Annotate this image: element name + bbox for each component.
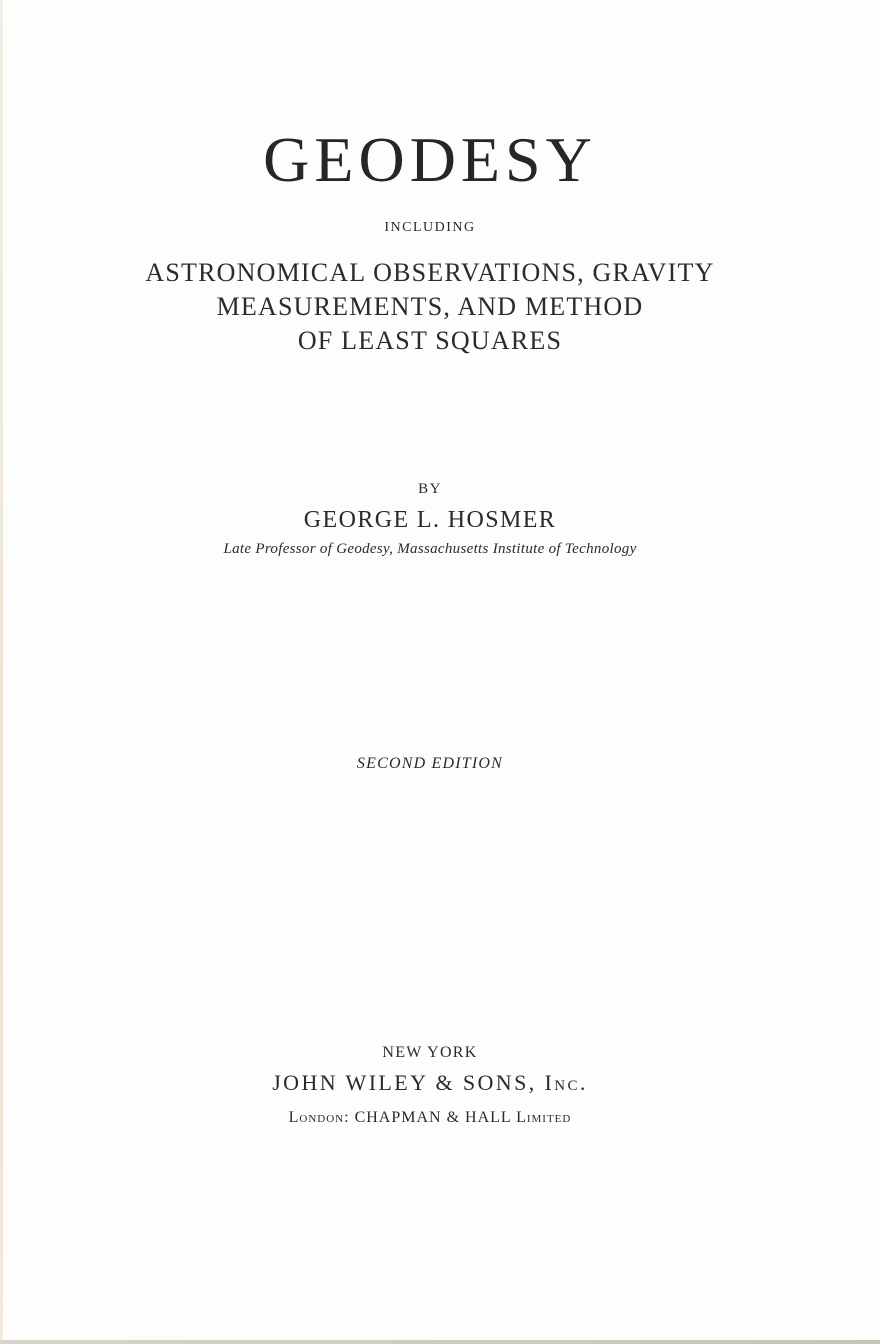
publisher-city: NEW YORK bbox=[382, 1044, 478, 1061]
by-label: BY bbox=[418, 481, 442, 497]
book-title: GEODESY bbox=[263, 124, 597, 195]
subtitle-line-2: MEASUREMENTS, AND METHOD bbox=[216, 292, 644, 321]
page-edge-left bbox=[0, 0, 3, 1344]
edition-label: SECOND EDITION bbox=[356, 755, 504, 772]
page-edge-bottom bbox=[0, 1340, 880, 1344]
subtitle-line-1: ASTRONOMICAL OBSERVATIONS, GRAVITY bbox=[145, 258, 715, 287]
london-publisher: London: CHAPMAN & HALL Limited bbox=[288, 1109, 572, 1126]
publisher-name: JOHN WILEY & SONS, Inc. bbox=[272, 1070, 588, 1095]
including-label: INCLUDING bbox=[384, 220, 476, 235]
author-name: GEORGE L. HOSMER bbox=[303, 507, 557, 533]
subtitle-line-3: OF LEAST SQUARES bbox=[297, 326, 563, 355]
author-affiliation: Late Professor of Geodesy, Massachusetts Institute of Technology bbox=[223, 541, 637, 557]
